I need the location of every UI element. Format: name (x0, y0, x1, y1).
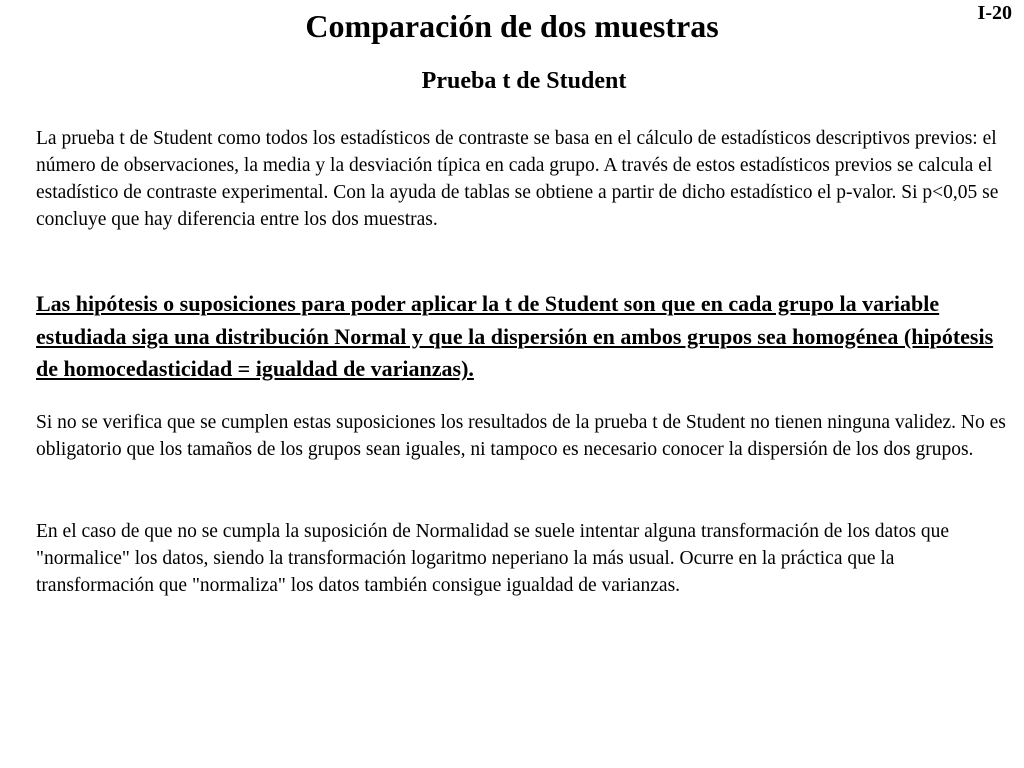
normality-paragraph: En el caso de que no se cumpla la suposición de Normalidad se suele intentar alguna transformación de los datos que "normalice" los datos, siendo la transformación logaritmo neperiano la más usual. Ocurre en la práctica que la transformación que "normaliza" los datos también consigue igualdad de varianzas. (36, 521, 949, 596)
page-subtitle: Prueba t de Student (421, 68, 627, 94)
intro-paragraph: La prueba t de Student como todos los estadísticos de contraste se basa en el cálculo de estadísticos descriptivos previos: el número de observaciones, la media y la desviación típica en cada grupo. A través de estos estadísticos previos se calcula el estadístico de contraste experimental. Con la ayuda de tablas se obtiene a partir de dicho estadístico el p-valor. Si p<0,05 se concluye que hay diferencia entre los dos muestras. (36, 128, 999, 230)
validity-paragraph: Si no se verifica que se cumplen estas suposiciones los resultados de la prueba t de Student no tienen ninguna validez. No es obligatorio que los tamaños de los grupos sean iguales, ni tampoco es necesario conocer la dispersión de los dos grupos. (36, 412, 1006, 460)
page-title: Comparación de dos muestras (305, 8, 719, 44)
page-number: I-20 (977, 2, 1012, 24)
hypotheses-paragraph: Las hipótesis o suposiciones para poder aplicar la t de Student son que en cada grupo la variable estudiada siga una distribución Normal y que la dispersión en ambos grupos sea homogénea (hipótesis de homocedasticidad = igualdad de varianzas). (36, 291, 994, 381)
